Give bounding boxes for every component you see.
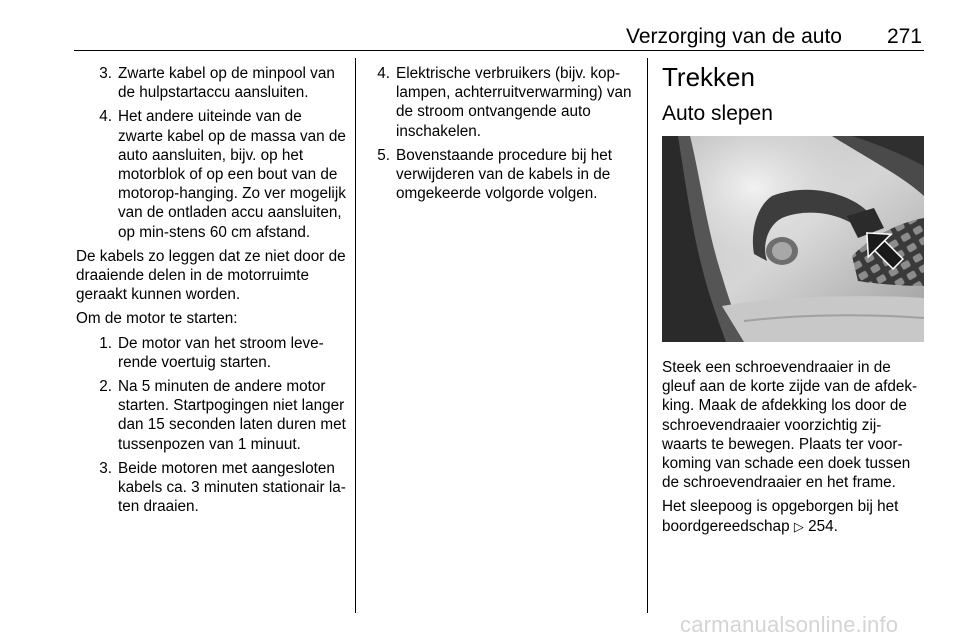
header-title: Verzorging van de auto <box>626 25 842 48</box>
list-text: Bovenstaande procedure bij het verwijderen van de kabels in de omgekeerde volgorde volgen. <box>396 146 613 203</box>
page-reference[interactable]: 254. <box>808 517 838 535</box>
list-item <box>76 377 348 454</box>
arrow-reference-icon[interactable]: ▷ <box>793 518 804 534</box>
list-item <box>76 459 348 517</box>
list-item <box>76 107 348 241</box>
step-list-b <box>76 334 348 517</box>
page-number: 271 <box>886 25 922 48</box>
list-number: 3. <box>99 459 112 477</box>
list-item <box>370 146 638 204</box>
list-text: Na 5 minuten de andere motor starten. Startpogingen niet langer dan 15 seconden laten duren met tussenpozen van 1 minuut. <box>118 378 346 453</box>
step-list-a <box>76 64 348 242</box>
page-header <box>74 24 922 50</box>
list-number: 4. <box>377 65 390 82</box>
column-3 <box>662 64 926 541</box>
paragraph: Om de motor te starten: <box>76 310 238 328</box>
list-text: De motor van het stroom leve-rende voertuig starten. <box>118 334 324 371</box>
list-number: 3. <box>99 65 112 82</box>
paragraph-text: Het sleepoog is opgeborgen bij het boordgereedschap <box>662 498 899 535</box>
paragraph: De kabels zo leggen dat ze niet door de draaiende delen in de motorruimte geraakt kunnen worden. <box>76 247 346 304</box>
list-item <box>76 64 348 102</box>
list-text: Zwarte kabel op de minpool van de hulpstartaccu aansluiten. <box>118 65 335 102</box>
column-divider-1 <box>355 58 356 613</box>
subsection-heading: Auto slepen <box>662 102 773 125</box>
column-2 <box>370 64 638 208</box>
list-text: Elektrische verbruikers (bijv. kop-lampen, achterruitverwarming) van de stroom ontvangende auto inschakelen. <box>396 65 632 140</box>
list-item <box>76 334 348 372</box>
paragraph <box>662 497 926 535</box>
list-number: 2. <box>99 378 112 396</box>
list-number: 5. <box>377 146 390 164</box>
section-heading: Trekken <box>662 62 755 92</box>
list-number: 4. <box>99 108 112 126</box>
bumper-cover-photo <box>662 136 924 342</box>
paragraph: Steek een schroevendraaier in de gleuf aan de korte zijde van de afdek-king. Maak de afdekking los door de schroevendraaier voorzichtig zij-waarts te bewegen. Plaats ter voor-koming van schade een doek tussen de schroevendraaier en het frame. <box>662 359 918 492</box>
list-text: Het andere uiteinde van de zwarte kabel op de massa van de auto aansluiten, bijv. op het motorblok of op een bout van de motorop-hanging. Zo ver mogelijk van de ontladen accu aansluiten, op min-stens 60 cm afstand. <box>118 108 346 241</box>
step-list-c <box>370 64 638 203</box>
watermark: carmanualsonline.info <box>680 612 899 637</box>
list-number: 1. <box>99 334 112 352</box>
column-1 <box>76 64 348 521</box>
list-item <box>370 64 638 141</box>
column-divider-2 <box>647 58 648 613</box>
list-text: Beide motoren met aangesloten kabels ca. 3 minuten stationair la-ten draaien. <box>118 459 346 516</box>
header-rule <box>74 50 924 51</box>
